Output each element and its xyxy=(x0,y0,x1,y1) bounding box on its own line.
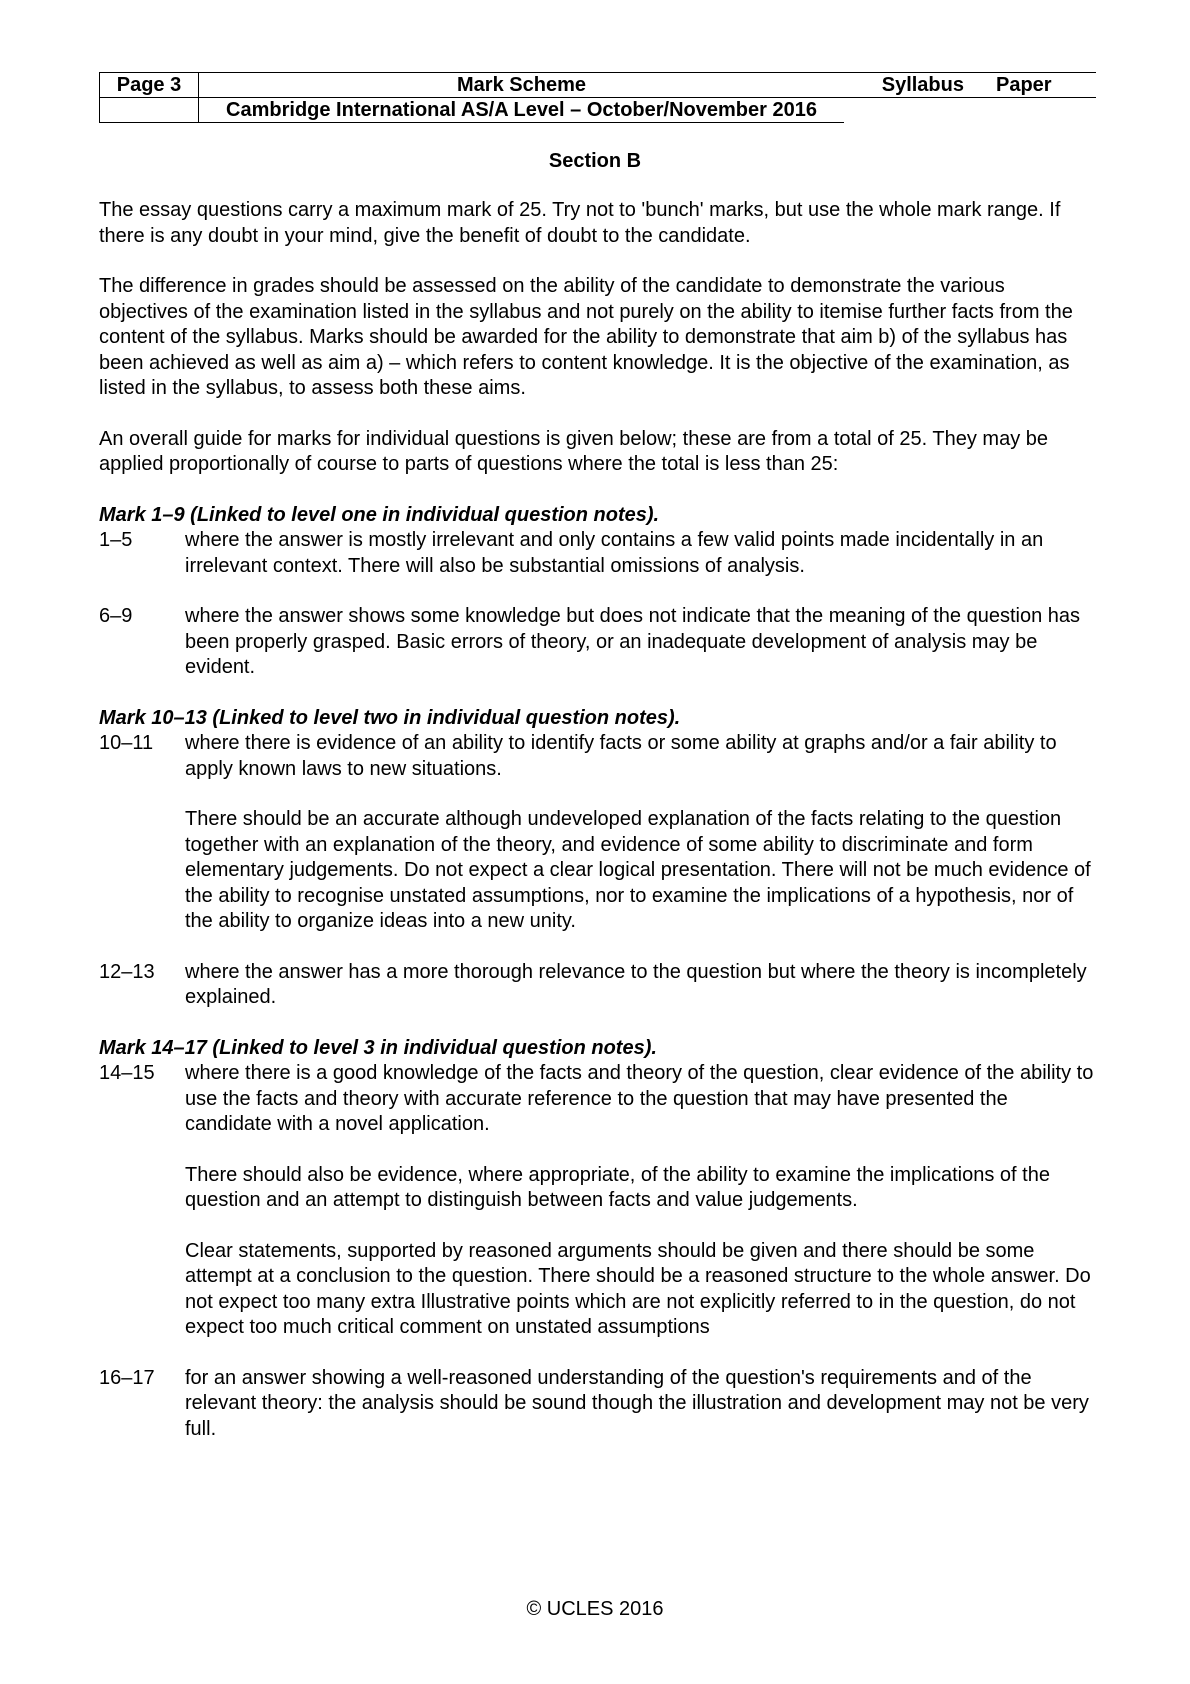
section-title: Section B xyxy=(548,150,642,172)
page-header xyxy=(99,72,1096,123)
band-heading: Mark 10–13 (Linked to level two in individual question notes). xyxy=(99,706,681,729)
band-range: 14–15 xyxy=(99,1062,155,1084)
band-text: where there is evidence of an ability to identify facts or some ability at graphs and/or a fair ability to apply known laws to new situations. xyxy=(185,732,1057,780)
band-text: where the answer has a more thorough relevance to the question but where the theory is incompletely explained. xyxy=(185,960,1087,1008)
header-paper: Paper xyxy=(976,73,1096,98)
intro-paragraph: The difference in grades should be assessed on the ability of the candidate to demonstrate the various objectives of the examination listed in the syllabus and not purely on the ability to itemise further facts from the content of the syllabus. Marks should be awarded for the ability to demonstrate that aim b) of the syllabus has been achieved as well as aim a) – which refers to content knowledge. It is the objective of the examination, as listed in the syllabus, to assess both these aims. xyxy=(99,275,1073,399)
header-blank-cell xyxy=(100,98,199,123)
header-empty xyxy=(844,98,1096,123)
band-range: 16–17 xyxy=(99,1366,155,1389)
band-range: 6–9 xyxy=(99,605,133,627)
band-item xyxy=(99,960,1096,1011)
band-extra-text: There should also be evidence, where appropriate, of the ability to examine the implications of the question and an attempt to distinguish between facts and value judgements. xyxy=(185,1163,1050,1211)
header-syllabus: Syllabus xyxy=(844,73,976,98)
band-text: where the answer shows some knowledge but does not indicate that the meaning of the question has been properly grasped. Basic errors of theory, or an inadequate development of analysis may be evident. xyxy=(185,605,1081,678)
band-heading: Mark 1–9 (Linked to level one in individual question notes). xyxy=(99,503,660,526)
band-item xyxy=(99,1366,1096,1443)
document-body xyxy=(99,198,1096,1442)
band-range: 1–5 xyxy=(99,529,133,551)
band-range: 10–11 xyxy=(99,732,154,754)
header-subtitle: Cambridge International AS/A Level – October/November 2016 xyxy=(199,98,845,123)
band-item xyxy=(99,604,1096,681)
band-item xyxy=(99,1061,1096,1138)
intro-paragraph: An overall guide for marks for individual questions is given below; these are from a total of 25. They may be applied proportionally of course to parts of questions where the total is less than 25: xyxy=(99,427,1049,475)
band-extra-text: There should be an accurate although undeveloped explanation of the facts relating to the question together with an explanation of the theory, and evidence of some ability to discriminate and form elementary judgements. Do not expect a clear logical presentation. There will not be much evidence of the ability to recognise unstated assumptions, nor to examine the implications of a hypothesis, nor of the ability to organize ideas into a new unity. xyxy=(185,808,1091,932)
band-text: for an answer showing a well-reasoned understanding of the question's requirements and of the relevant theory: the analysis should be sound though the illustration and development may not be very full. xyxy=(185,1366,1089,1440)
band-heading: Mark 14–17 (Linked to level 3 in individual question notes). xyxy=(99,1036,657,1059)
band-text: where there is a good knowledge of the facts and theory of the question, clear evidence of the ability to use the facts and theory with accurate reference to the question that may have presented the candidate with a novel application. xyxy=(185,1062,1094,1135)
page-number: Page 3 xyxy=(100,73,199,98)
band-item xyxy=(99,731,1096,782)
copyright-footer: © UCLES 2016 xyxy=(526,1598,664,1620)
header-title: Mark Scheme xyxy=(199,73,845,98)
band-range: 12–13 xyxy=(99,960,155,983)
intro-paragraph: The essay questions carry a maximum mark of 25. Try not to 'bunch' marks, but use the whole mark range. If there is any doubt in your mind, give the benefit of doubt to the candidate. xyxy=(99,199,1061,247)
band-extra-text: Clear statements, supported by reasoned arguments should be given and there should be some attempt at a conclusion to the question. There should be a reasoned structure to the whole answer. Do not expect too many extra Illustrative points which are not explicitly referred to in the question, do not expect too much critical comment on unstated assumptions xyxy=(185,1239,1091,1338)
band-text: where the answer is mostly irrelevant and only contains a few valid points made incidentally in an irrelevant context. There will also be substantial omissions of analysis. xyxy=(185,529,1044,577)
band-item xyxy=(99,528,1096,579)
